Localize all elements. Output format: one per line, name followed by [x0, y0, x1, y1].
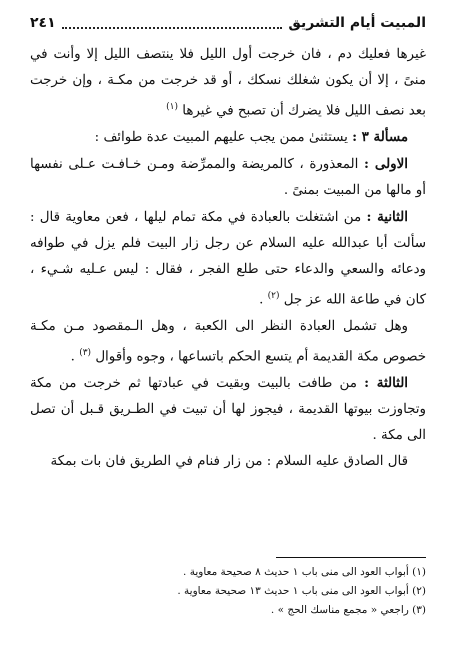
footnote-ref-2: (٢) [267, 291, 280, 302]
category-first-label: الاولى : [363, 156, 408, 173]
paragraph-question-text: وهل تشمل العبادة النظر الى الكعبة ، وهل الـمقصود مـن مكـة خصوص مكة القديمة أم يتسع الحكم باتساعها ، وجوه وأقوال [30, 318, 426, 365]
category-second-end: . [259, 292, 268, 308]
category-first-text: المعذورة ، كالمريضة والممرِّضة ومـن خـافـت عـلى نفسها أو مالها من المبيت بمنىً . [30, 157, 426, 199]
footnote-3: (٣) راجعي « مجمع مناسك الحج » . [270, 604, 426, 616]
paragraph-question [30, 314, 426, 370]
masala-text: يستثنىٰ ممن يجب عليهم المبيت عدة طوائف : [94, 130, 353, 146]
masala-3 [30, 124, 426, 151]
page-number: ٢٤١ [30, 15, 56, 31]
footnote-ref-3: (٣) [79, 347, 92, 358]
running-title: المبيت أيام التشريق [288, 15, 426, 31]
page-header [30, 12, 426, 34]
header-dotted-leader [62, 17, 283, 29]
footnote-ref-1: (١) [166, 102, 178, 112]
category-third [30, 370, 426, 449]
category-first [30, 151, 426, 204]
footnote-separator [276, 557, 426, 558]
category-third-text: من طافت بالبيت وبقيت في عبادتها ثم خرجت من مكة وتجاوزت بيوتها القديمة ، فيجوز لها أن تبيت في الطـريق قـبل أن تصل الى مكة . [30, 376, 426, 444]
main-text [30, 42, 426, 475]
paragraph-1 [30, 42, 426, 124]
category-second-label: الثانية : [366, 209, 408, 226]
masala-label: مسألة ٣ : [352, 129, 408, 146]
category-second-text: من اشتغلت بالعبادة في مكة تمام ليلها ، فعن معاوية قال : سألت أبا عبدالله عليه السلام عن رجل زار البيت فلم يزل في طوافه ودعائه والسعي والدعاء حتى طلع الفجر ، فقال : ليس عـليه شـيء ، كان في طاعة الله عز جل [30, 210, 426, 308]
paragraph-last-text: قال الصادق عليه السلام : من زار فنام في الطريق فان بات بمكة [50, 454, 408, 470]
paragraph-1-text: غيرها فعليك دم ، فان خرجت أول الليل فلا ينتصف الليل إلا وأنت في منىً ، إلا أن يكون شغلك نسكك ، أو قد خرجت من مكـة ، وإن خرجت بعد نصف الليل فلا يضرك أن تصبح في غيرها [30, 47, 426, 119]
category-third-label: الثالثة : [364, 375, 409, 392]
footnote-2: (٢) أبواب العود الى منى باب ١ حديث ١٣ صحيحة معاوية . [177, 585, 426, 597]
paragraph-last [30, 449, 426, 475]
paragraph-question-end: . [70, 349, 80, 365]
footnotes [30, 563, 426, 620]
footnote-1: (١) أبواب العود الى منى باب ١ حديث ٨ صحيحة معاوية . [183, 566, 426, 578]
category-second [30, 204, 426, 313]
